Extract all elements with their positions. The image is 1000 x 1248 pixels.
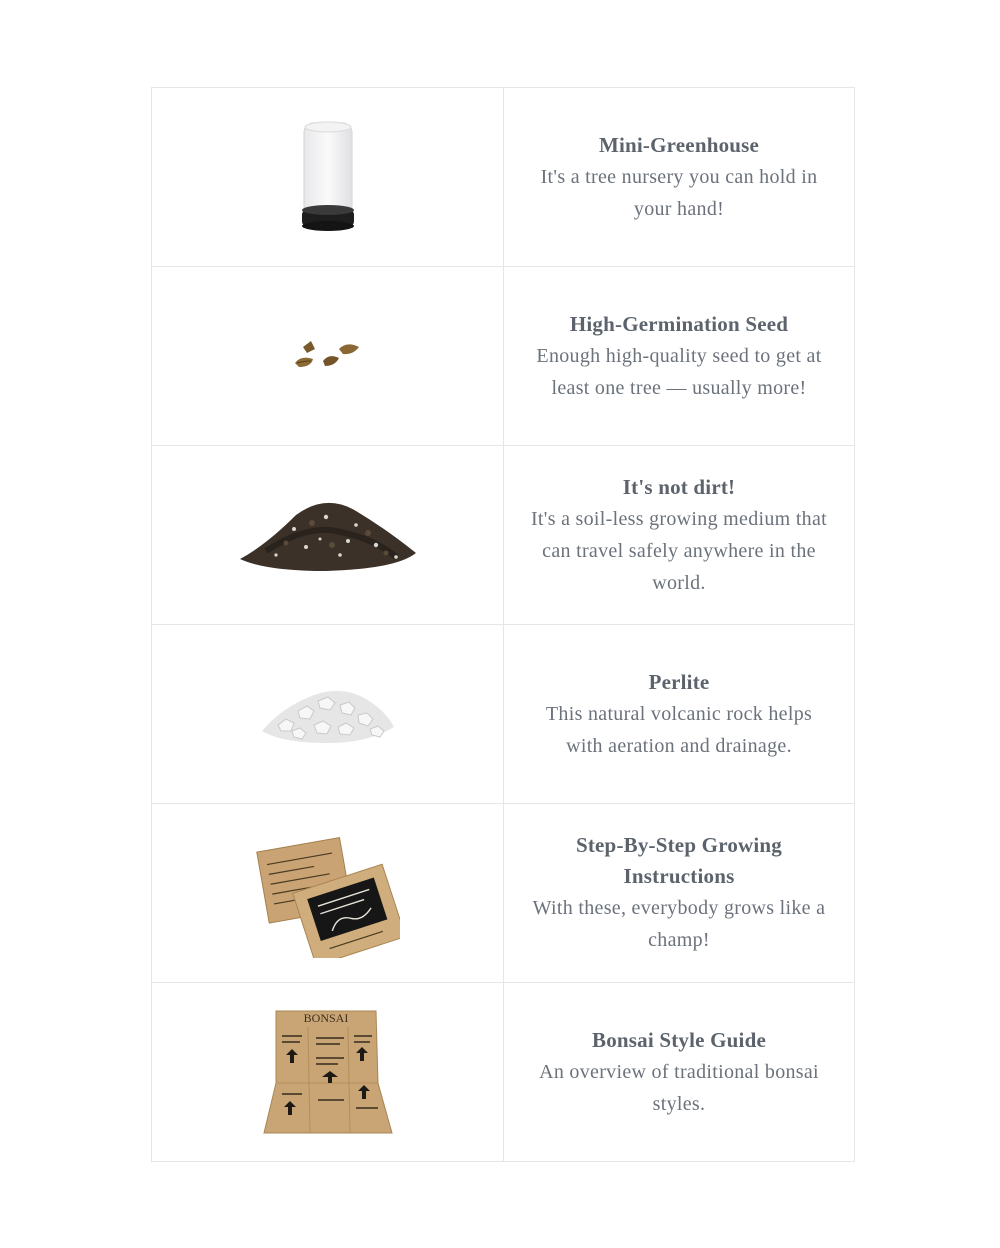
kit-item-row — [152, 445, 854, 624]
style-guide-image — [262, 1007, 394, 1137]
item-description: This natural volcanic rock helps with aeration and drainage. — [545, 702, 813, 757]
item-title: Mini-Greenhouse — [598, 132, 760, 157]
item-title: It's not dirt! — [622, 474, 736, 499]
item-description: It's a tree nursery you can hold in your hand! — [540, 165, 818, 220]
style-guide-image-title: BONSAI — [303, 1011, 348, 1025]
text-cell — [504, 446, 854, 624]
item-description: An overview of traditional bonsai styles. — [539, 1060, 819, 1115]
kit-item-row — [152, 624, 854, 803]
image-cell — [152, 625, 504, 803]
text-cell — [504, 267, 854, 445]
seeds-image — [293, 339, 363, 373]
image-cell — [152, 983, 504, 1161]
item-description: With these, everybody grows like a champ! — [532, 897, 826, 951]
kit-item-row — [152, 266, 854, 445]
kit-item-row — [152, 88, 854, 266]
text-cell — [504, 625, 854, 803]
image-cell — [152, 446, 504, 624]
soil-image — [236, 495, 420, 575]
item-description: Enough high-quality seed to get at least one tree — usually more! — [536, 344, 822, 399]
image-cell — [152, 804, 504, 982]
mini-greenhouse-image — [298, 117, 358, 237]
item-title: Perlite — [648, 669, 710, 694]
image-cell — [152, 267, 504, 445]
item-title: High-Germination Seed — [569, 311, 789, 336]
item-title: Step-By-Step Growing Instructions — [575, 833, 783, 888]
item-title: Bonsai Style Guide — [592, 1027, 766, 1052]
text-cell — [504, 804, 854, 982]
perlite-image — [258, 681, 398, 747]
item-description: It's a soil-less growing medium that can travel safely anywhere in the world. — [530, 507, 828, 594]
text-cell — [504, 88, 854, 266]
text-cell — [504, 983, 854, 1161]
instructions-image — [256, 828, 400, 958]
kit-item-row — [152, 803, 854, 982]
kit-item-row — [152, 982, 854, 1161]
image-cell — [152, 88, 504, 266]
kit-contents-grid — [151, 87, 855, 1162]
